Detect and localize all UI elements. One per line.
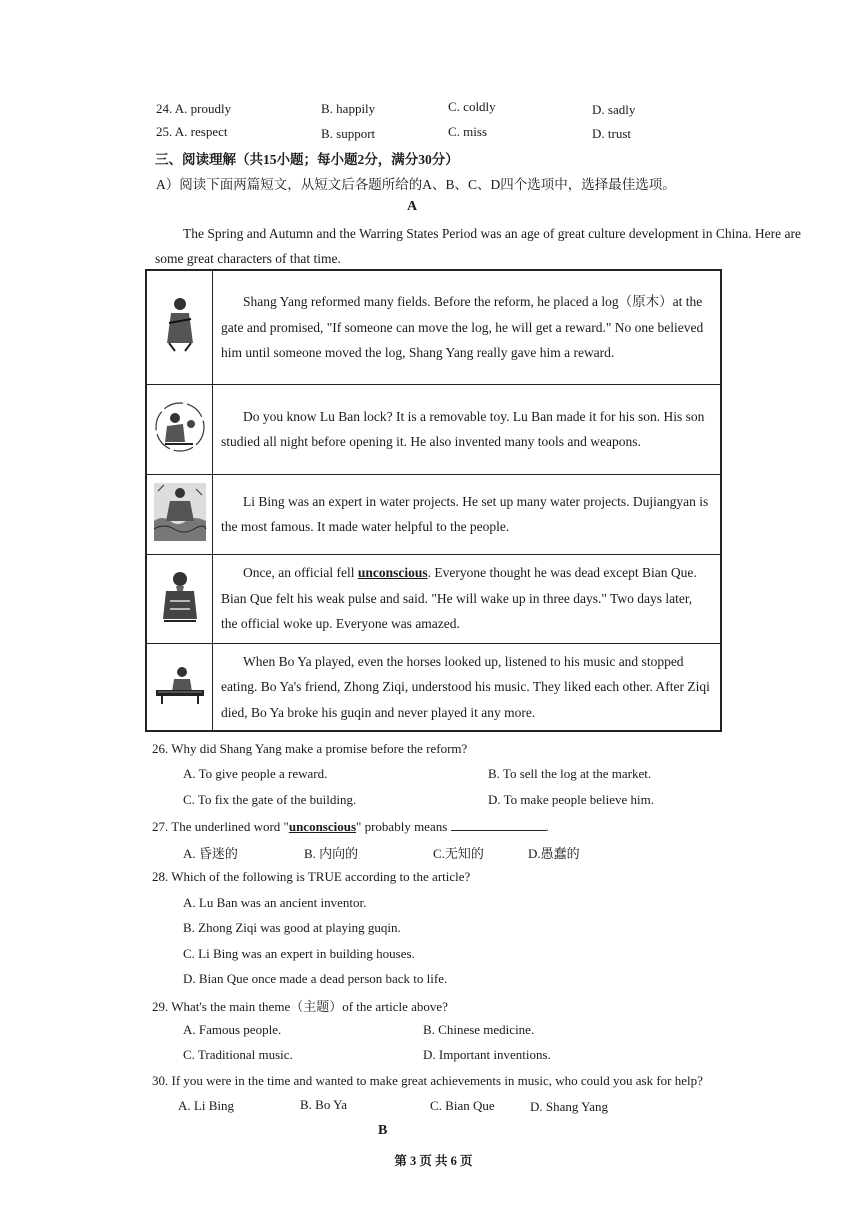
q30-option-a: A. Li Bing [178,1098,234,1113]
passage-a-intro: The Spring and Autumn and the Warring States Period was an age of great culture development in China. Here are some great characters of that time. [155,226,801,266]
instruction-text: A）阅读下面两篇短文，从短文后各题所给的A、B、C、D四个选项中，选择最佳选项。 [156,177,676,192]
q28-option-a: A. Lu Ban was an ancient inventor. [183,895,367,910]
passage-a-heading: A [407,199,418,214]
q27-stem-end: . [545,819,549,834]
q27-stem-pre: 27. The underlined word " [152,819,289,834]
q30-stem: 30. If you were in the time and wanted to make great achievements in music, who could you ask for help? [152,1073,703,1088]
q30-option-c: C. Bian Que [430,1098,495,1113]
table-row [146,554,721,643]
q28-option-d: D. Bian Que once made a dead person back to life. [183,971,448,986]
q30-option-b: B. Bo Ya [300,1097,347,1112]
q30-option-d: D. Shang Yang [530,1099,609,1114]
q27-option-c: C.无知的 [433,846,484,861]
q25-option-a: 25. A. respect [156,124,228,139]
q29-option-a: A. Famous people. [183,1022,282,1037]
q27-stem [152,818,549,835]
water-engineer-portrait-icon [146,474,213,554]
q26-stem: 26. Why did Shang Yang make a promise before the reform? [152,741,468,756]
q24-option-b: B. happily [321,101,376,116]
q26-option-c: C. To fix the gate of the building. [183,792,357,807]
q29-option-d: D. Important inventions. [423,1047,551,1062]
carpenter-portrait-icon [146,384,213,474]
row-text-post: . Everyone thought he was dead except Bian Que. Bian Que felt his weak pulse and said. "He will wake up in three days." Two days later, the official woke up. Everyone was amazed. [221,565,697,632]
answer-blank [451,818,546,831]
q26-option-d: D. To make people believe him. [488,792,654,807]
table-row [146,643,721,731]
scholar-portrait-icon [146,270,213,384]
characters-table [145,269,722,732]
q29-option-c: C. Traditional music. [183,1047,293,1062]
row-text: Li Bing was an expert in water projects. He set up many water projects. Dujiangyan is the most famous. It made water helpful to the people. [213,474,722,554]
q25-option-c: C. miss [448,124,488,139]
q25-option-d: D. trust [592,126,631,141]
q28-option-b: B. Zhong Ziqi was good at playing guqin. [183,920,401,935]
q24-option-d: D. sadly [592,102,636,117]
q26-option-a: A. To give people a reward. [183,766,328,781]
q27-stem-post: " probably means [356,819,448,834]
table-row [146,384,721,474]
q27-underlined-word: unconscious [288,819,357,834]
guqin-player-icon [146,643,213,731]
q27-option-d: D.愚蠢的 [528,846,580,861]
q28-option-c: C. Li Bing was an expert in building houses. [183,946,415,961]
q29-stem: 29. What's the main theme（主题）of the article above? [152,999,448,1014]
row-text: Shang Yang reformed many fields. Before the reform, he placed a log（原木）at the gate and promised, "If someone can move the log, he will get a reward." No one believed him until someone moved the log, Shang Yang really gave him a reward. [213,270,722,384]
q27-option-b: B. 内向的 [304,846,359,861]
row-text: Do you know Lu Ban lock? It is a removable toy. Lu Ban made it for his son. His son studied all night before opening it. He also invented many tools and weapons. [213,384,722,474]
underlined-word: unconscious [357,565,428,581]
q29-option-b: B. Chinese medicine. [423,1022,535,1037]
q26-option-b: B. To sell the log at the market. [488,766,652,781]
table-row [146,474,721,554]
q24-option-a: 24. A. proudly [156,101,232,116]
q27-option-a: A. 昏迷的 [183,846,238,861]
section-title: 三、阅读理解（共15小题；每小题2分，满分30分） [155,152,459,167]
q25-option-b: B. support [321,126,376,141]
q28-stem: 28. Which of the following is TRUE according to the article? [152,869,471,884]
doctor-portrait-icon [146,554,213,643]
q24-option-c: C. coldly [448,99,496,114]
row-text-pre: Once, an official fell [243,565,358,581]
page-footer: 第 3 页 共 6 页 [394,1154,473,1168]
table-row [146,270,721,384]
passage-b-heading: B [378,1123,388,1138]
row-text [213,554,722,643]
row-text: When Bo Ya played, even the horses looked up, listened to his music and stopped eating. Bo Ya's friend, Zhong Ziqi, understood his music. They liked each other. After Ziqi died, Bo Ya broke his guqin and never played it any more. [213,643,722,731]
